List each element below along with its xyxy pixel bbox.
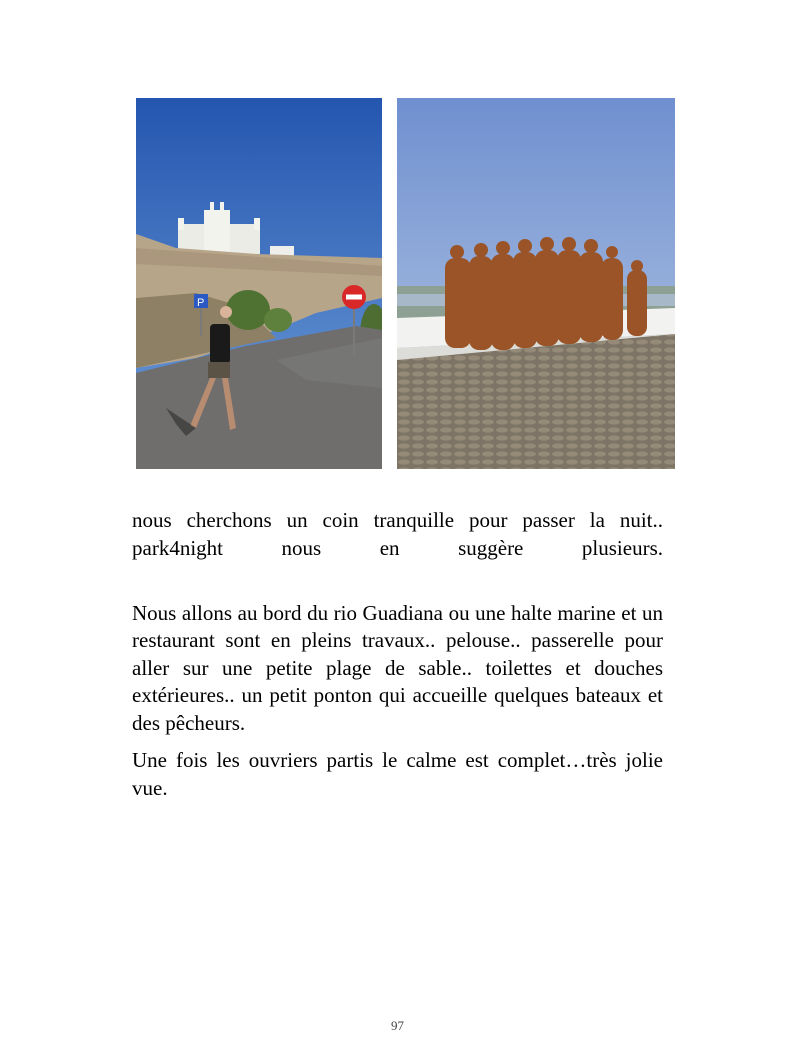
paragraph-2: Nous allons au bord du rio Guadiana ou une halte marine et un restaurant sont en pleins travaux.. pelouse.. passerelle pour aller sur une petite plage de sable.. toilettes et douches extérieures.. un petit ponton qui accueille quelques bateaux et des pêcheurs. [132, 600, 663, 735]
paragraph-3: Une fois les ouvriers partis le calme est complet…très jolie vue. [132, 748, 663, 800]
photo-silhouette-sculptures [397, 98, 675, 469]
body-text [132, 507, 663, 812]
svg-text:P: P [197, 297, 205, 309]
paragraph-1: nous cherchons un coin tranquille pour passer la nuit.. park4night nous en suggère plusieurs. [132, 508, 663, 560]
page-number: 97 [391, 1018, 404, 1033]
photo-castle-road [136, 98, 382, 469]
